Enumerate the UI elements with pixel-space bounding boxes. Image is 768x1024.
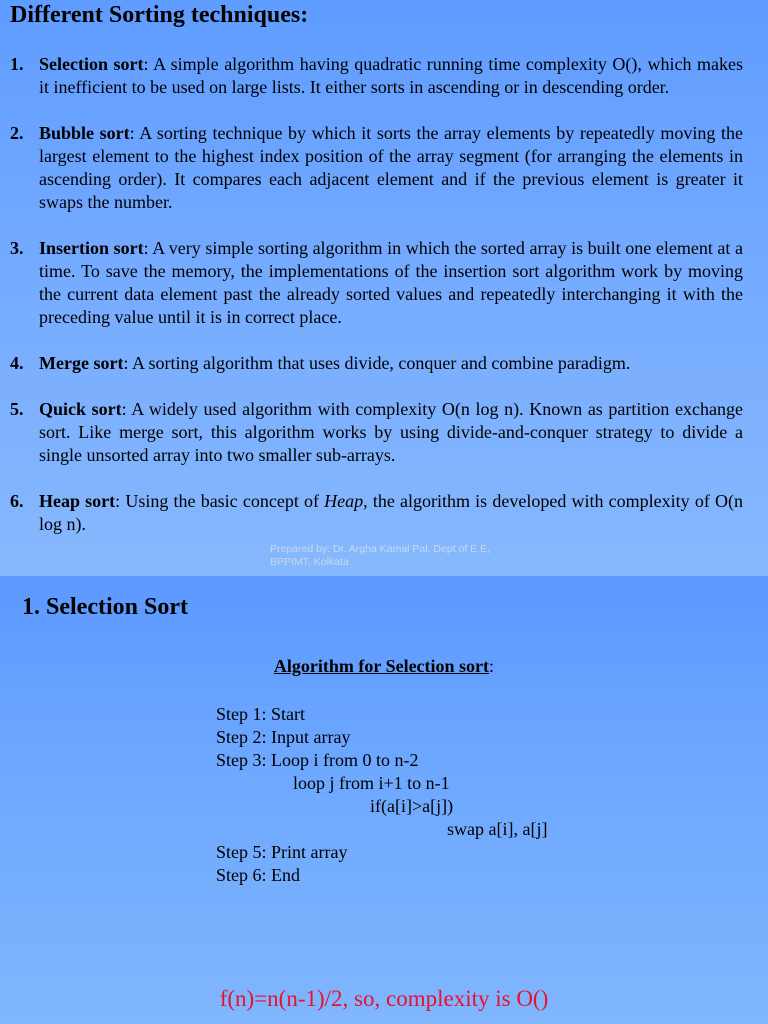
step-line-swap: swap a[i], a[j] — [447, 819, 548, 839]
term-bubble-sort: Bubble sort — [39, 123, 130, 143]
list-number: 5. — [10, 399, 24, 419]
description-end: the algorithm is developed with complexity of O(n log n). — [39, 491, 743, 534]
complexity-formula: f(n)=n(n-1)/2, so, complexity is O() — [219, 986, 549, 1011]
term-selection-sort: Selection sort — [39, 54, 144, 74]
step-line-condition: if(a[i]>a[j]) — [370, 796, 454, 816]
description: : A very simple sorting algorithm in which the sorted array is built one element at a time. To save the memory, the implementations of the insertion sort algorithm work by moving the current data element past the already sorted values and repeatedly interchanging it with the preceding value until it is in correct place. — [39, 238, 743, 327]
list-number: 3. — [10, 238, 24, 258]
description: : A simple algorithm having quadratic running time complexity O(), which makes it inefficient to be used on large lists. It either sorts in ascending or in descending order. — [39, 54, 743, 97]
algorithm-heading-text: Algorithm for Selection sort — [273, 656, 490, 676]
term-insertion-sort: Insertion sort — [39, 238, 144, 258]
step-line: Step 3: Loop i from 0 to n-2 — [216, 750, 419, 770]
sorting-techniques-list — [10, 53, 743, 559]
algorithm-steps — [216, 703, 547, 887]
term-quick-sort: Quick sort — [39, 399, 122, 419]
slide-title: 1. Selection Sort — [22, 594, 188, 620]
list-number: 2. — [10, 123, 24, 143]
list-item-quick-sort — [10, 398, 743, 467]
description: : A sorting algorithm that uses divide, conquer and combine paradigm. — [123, 353, 631, 373]
term-merge-sort: Merge sort — [39, 353, 124, 373]
list-number: 6. — [10, 491, 24, 511]
list-item-merge-sort — [10, 352, 743, 375]
list-item-bubble-sort — [10, 122, 743, 214]
list-number: 4. — [10, 353, 24, 373]
term-heap-sort: Heap sort — [39, 491, 116, 511]
algorithm-heading — [0, 656, 768, 677]
step-line: Step 1: Start — [216, 704, 305, 724]
description: : A widely used algorithm with complexity O(n log n). Known as partition exchange sort. Like merge sort, this algorithm works by using divide-and-conquer strategy to divide a single unsorted array into two smaller sub-arrays. — [39, 399, 743, 465]
list-number: 1. — [10, 54, 24, 74]
step-line: Step 6: End — [216, 865, 300, 885]
italic-heap: Heap, — [324, 491, 368, 511]
step-line-inner-loop: loop j from i+1 to n-1 — [293, 773, 450, 793]
description-start: : Using the basic concept of — [115, 491, 325, 511]
slide-title: Different Sorting techniques: — [10, 2, 309, 28]
description: : A sorting technique by which it sorts the array elements by repeatedly moving the largest element to the highest index position of the array segment (for arranging the elements in ascending order). It compares each adjacent element and if the previous element is greater it swaps the number. — [39, 123, 743, 212]
step-line: Step 2: Input array — [216, 727, 351, 747]
list-item-heap-sort — [10, 490, 743, 536]
slide-selection-sort — [0, 576, 768, 1024]
algorithm-heading-colon: : — [489, 656, 495, 676]
slide-footer: Prepared by: Dr. Argha Kamal Pal, Dept of E E, BPPIMT, Kolkata — [270, 543, 491, 568]
list-item-insertion-sort — [10, 237, 743, 329]
step-line: Step 5: Print array — [216, 842, 348, 862]
list-item-selection-sort — [10, 53, 743, 99]
